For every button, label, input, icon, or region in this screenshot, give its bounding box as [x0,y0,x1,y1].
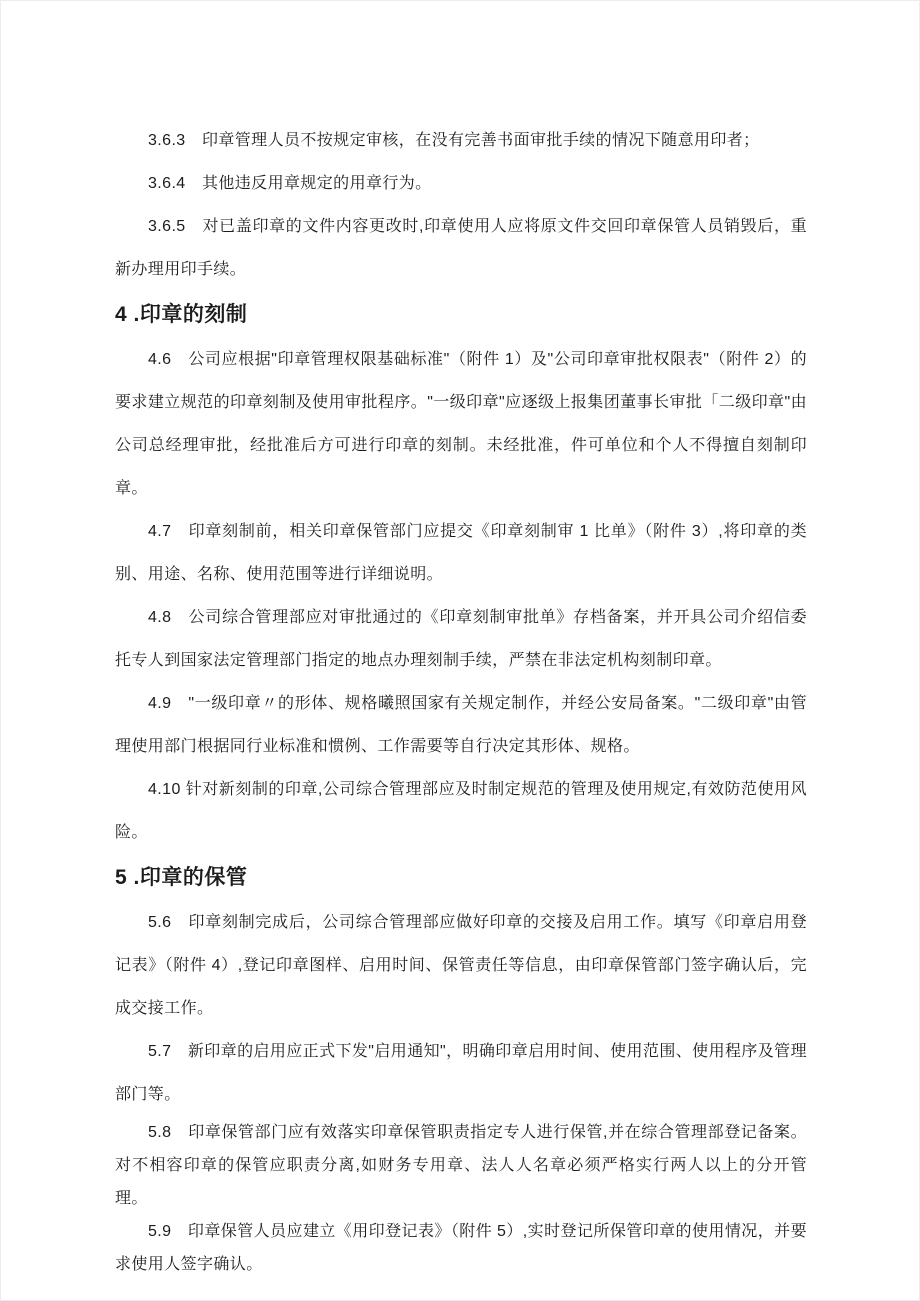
paragraph-3-6-3: 3.6.3 印章管理人员不按规定审核，在没有完善书面审批手续的情况下随意用印者； [148,132,760,149]
paragraph-4-10: 4.10 针对新刻制的印章,公司综合管理部应及时制定规范的管理及使用规定,有效防范使用风险。 [115,781,807,841]
section-heading-5: 5 .印章的保管 [115,866,248,889]
paragraph-4-7: 4.7 印章刻制前，相关印章保管部门应提交《印章刻制审 1 比单》（附件 3）,将印章的类别、用途、名称、使用范围等进行详细说明。 [115,523,807,583]
paragraph-4-8: 4.8 公司综合管理部应对审批通过的《印章刻制审批单》存档备案，并开具公司介绍信委托专人到国家法定管理部门指定的地点办理刻制手续，严禁在非法定机构刻制印章。 [115,609,807,669]
paragraph-3-6-5: 3.6.5 对已盖印章的文件内容更改时,印章使用人应将原文件交回印章保管人员销毁后，重新办理用印手续。 [115,218,807,278]
paragraph-4-9: 4.9 "一级印章〃的形体、规格曦照国家有关规定制作，并经公安局备案。"二级印章"由管理使用部门根据同行业标准和惯例、工作需要等自行决定其形体、规格。 [115,695,807,755]
paragraph-5-8: 5.8 印章保管部门应有效落实印章保管职责指定专人进行保管,并在综合管理部登记备案。对不相容印章的保管应职责分离,如财务专用章、法人人名章必须严格实行两人以上的分开管理。 [115,1124,807,1207]
paragraph-4-6: 4.6 公司应根据"印章管理权限基础标准"（附件 1）及"公司印章审批权限表"（附件 2）的要求建立规范的印章刻制及使用审批程序。"一级印章"应逐级上报集团董事长审批「二级印章"由公司总经理审批，经批准后方可进行印章的刻制。未经批准，件可单位和个人不得擅自刻制印章。 [115,351,807,497]
paragraph-5-7: 5.7 新印章的启用应正式下发"启用通知"，明确印章启用时间、使用范围、使用程序及管理部门等。 [115,1043,807,1103]
section-heading-4: 4 .印章的刻制 [115,303,248,326]
paragraph-3-6-4: 3.6.4 其他违反用章规定的用章行为。 [148,175,432,192]
paragraph-5-6: 5.6 印章刻制完成后，公司综合管理部应做好印章的交接及启用工作。填写《印章启用登记表》（附件 4）,登记印章图样、启用时间、保管责任等信息，由印章保管部门签字确认后，完成交接工作。 [115,914,807,1017]
paragraph-5-9: 5.9 印章保管人员应建立《用印登记表》（附件 5）,实时登记所保管印章的使用情况，并要求使用人签字确认。 [115,1223,807,1273]
